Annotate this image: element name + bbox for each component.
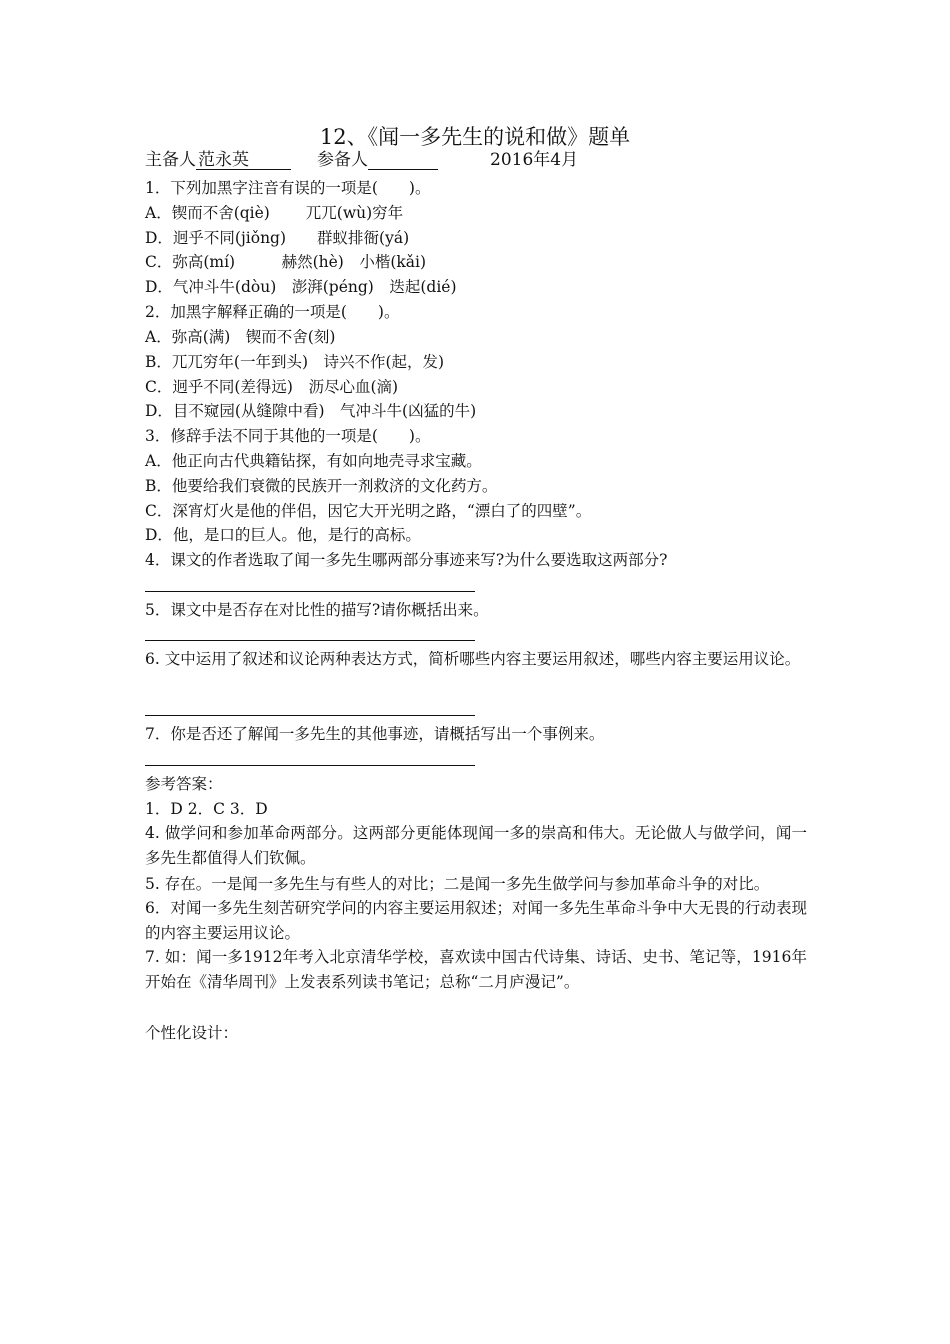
answers-heading: 参考答案： <box>145 775 223 793</box>
question-6: 6. 文中运用了叙述和议论两种表达方式，简析哪些内容主要运用叙述，哪些内容主要运用议论。 <box>145 650 801 668</box>
answer-5: 5. 存在。一是闻一多先生与有些人的对比；二是闻一多先生做学问与参加革命斗争的对比。 <box>145 875 770 893</box>
document-title: 12、《闻一多先生的说和做》题单 <box>319 125 631 149</box>
meta-line <box>145 150 578 170</box>
question-3-option-c: C．深宵灯火是他的伴侣，因它大开光明之路，“漂白了的四壁”。 <box>145 502 592 520</box>
personalized-design-label: 个性化设计： <box>145 1024 239 1042</box>
question-1-option-a: A．锲而不舍(qiè) 兀兀(wù)穷年 <box>145 204 404 222</box>
answer-blank-7[interactable] <box>145 765 475 766</box>
question-1-option-c: C．弥高(mí) 赫然(hè) 小楷(kǎi) <box>145 253 427 271</box>
participant-name-field <box>368 151 438 170</box>
question-5: 5．课文中是否存在对比性的描写?请你概括出来。 <box>145 601 489 619</box>
answer-6: 6．对闻一多先生刻苦研究学问的内容主要运用叙述；对闻一多先生革命斗争中大无畏的行动表现的内容主要运用议论。 <box>145 899 807 942</box>
answer-7: 7. 如：闻一多1912年考入北京清华学校，喜欢读中国古代诗集、诗话、史书、笔记等，1916年开始在《清华周刊》上发表系列读书笔记；总称“二月庐漫记”。 <box>145 948 807 991</box>
question-7: 7．你是否还了解闻一多先生的其他事迹，请概括写出一个事例来。 <box>145 725 605 743</box>
question-2-option-b: B．兀兀穷年(一年到头) 诗兴不作(起，发) <box>145 353 445 371</box>
preparer-name-field <box>196 151 291 170</box>
preparer-label: 主备人 <box>145 150 196 170</box>
question-1-stem: 1．下列加黑字注音有误的一项是( )。 <box>145 179 431 197</box>
question-3-option-b: B．他要给我们衰微的民族开一剂救济的文化药方。 <box>145 477 498 495</box>
preparer-name: 范永英 <box>198 150 249 170</box>
participant-label: 参备人 <box>317 150 368 170</box>
question-1-option-d-first: D．迥乎不同(jiǒng) 群蚁排衙(yá) <box>145 229 410 247</box>
question-2-option-d: D．目不窥园(从缝隙中看) 气冲斗牛(凶猛的牛) <box>145 402 477 420</box>
answer-blank-5[interactable] <box>145 640 475 641</box>
document-date: 2016年4月 <box>490 150 579 170</box>
question-3-option-a: A．他正向古代典籍钻探，有如向地壳寻求宝藏。 <box>145 452 482 470</box>
answer-blank-6[interactable] <box>145 715 475 716</box>
question-2-stem: 2．加黑字解释正确的一项是( )。 <box>145 303 400 321</box>
answer-4: 4. 做学问和参加革命两部分。这两部分更能体现闻一多的崇高和伟大。无论做人与做学问，闻一多先生都值得人们钦佩。 <box>145 824 807 867</box>
question-2-option-c: C．迥乎不同(差得远) 沥尽心血(滴) <box>145 378 399 396</box>
question-2-option-a: A．弥高(满) 锲而不舍(刻) <box>145 328 336 346</box>
question-1-option-d-second: D．气冲斗牛(dòu) 澎湃(péng) 迭起(dié) <box>145 278 457 296</box>
question-4: 4．课文的作者选取了闻一多先生哪两部分事迹来写?为什么要选取这两部分? <box>145 551 668 569</box>
answer-1-3: 1．D 2．C 3．D <box>145 800 268 818</box>
answer-blank-4[interactable] <box>145 591 475 592</box>
question-3-stem: 3．修辞手法不同于其他的一项是( )。 <box>145 427 431 445</box>
question-3-option-d: D．他，是口的巨人。他，是行的高标。 <box>145 526 421 544</box>
